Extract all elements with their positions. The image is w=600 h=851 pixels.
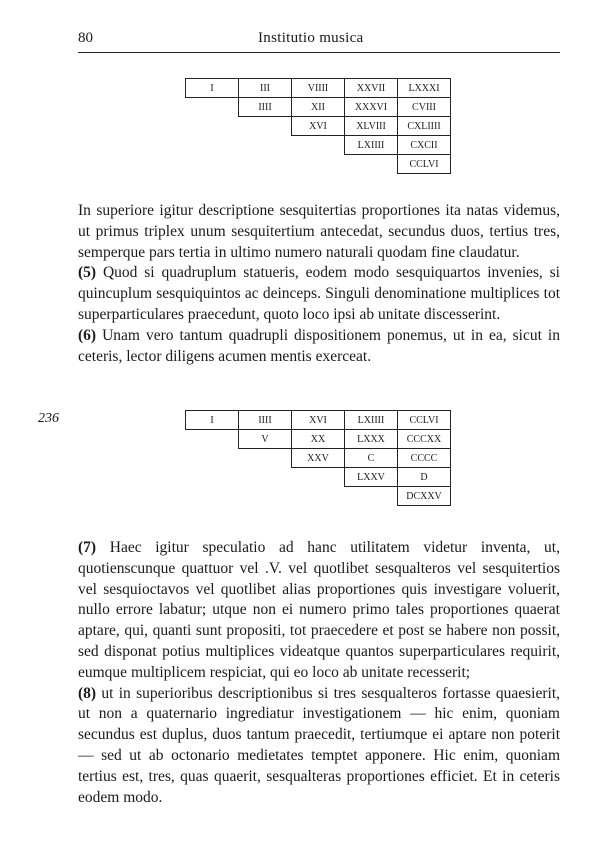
table-cell: CVIII	[398, 98, 451, 117]
table-row	[186, 430, 451, 449]
table-cell: XXVII	[345, 79, 398, 98]
table-row	[186, 487, 451, 506]
header-rule	[78, 52, 560, 53]
empty-cell	[186, 468, 239, 487]
empty-cell	[239, 449, 292, 468]
table-cell: C	[345, 449, 398, 468]
empty-cell	[239, 468, 292, 487]
empty-cell	[239, 117, 292, 136]
section-number-7: (7)	[78, 539, 97, 556]
table-row	[186, 136, 451, 155]
empty-cell	[186, 155, 239, 174]
table-cell: LXXXI	[398, 79, 451, 98]
empty-cell	[186, 117, 239, 136]
table-cell: LXXV	[345, 468, 398, 487]
section-number-8: (8)	[78, 684, 97, 702]
table-cell: D	[398, 468, 451, 487]
margin-reference-number: 236	[38, 411, 59, 426]
table-cell: IIII	[239, 411, 292, 430]
empty-cell	[186, 487, 239, 506]
paragraph-block-1	[78, 201, 560, 367]
table-row	[186, 98, 451, 117]
table-cell: DCXXV	[398, 487, 451, 506]
page-header	[78, 30, 560, 54]
empty-cell	[186, 430, 239, 449]
table-cell: V	[239, 430, 292, 449]
empty-cell	[239, 155, 292, 174]
section-8-text: ut in superioribus descriptionibus si tres sesqualteros fortasse quaesierit, ut non a quaternario ingrediatur investigationem — hic enim, quoniam secundus est duplus, duos tantum praecedit, tertiumque ei aptare non poterit — sed ut ab octonario medietates temptet apponere. Hic enim, quoniam tertius est, tres, quas quaerit, sesqualteras proportiones efficiet. Et in ceteris eodem modo.	[78, 684, 560, 806]
table-cell: XLVIII	[345, 117, 398, 136]
table-cell: CXCII	[398, 136, 451, 155]
section-6-text: Unam vero tantum quadrupli dispositionem ponemus, ut in ea, sicut in ceteris, lector diligens acumen mentis exerceat.	[78, 326, 560, 365]
table-cell: VIIII	[292, 79, 345, 98]
table-row	[186, 79, 451, 98]
table-cell: CCLVI	[398, 155, 451, 174]
table-row	[186, 411, 451, 430]
empty-cell	[239, 136, 292, 155]
table-cell: LXIIII	[345, 136, 398, 155]
paragraph-intro: In superiore igitur descriptione sesquitertias proportiones ita natas videmus, ut primus triplex unum sesquitertium antecedat, secundus duos, tertius tres, semperque pars tertia in ultimo numero naturali quodam fine claudatur.	[78, 202, 560, 261]
table-cell: XII	[292, 98, 345, 117]
empty-cell	[292, 136, 345, 155]
table-row	[186, 449, 451, 468]
table-row	[186, 155, 451, 174]
empty-cell	[345, 487, 398, 506]
table-cell: CCLVI	[398, 411, 451, 430]
numeral-table-quadruple	[185, 410, 451, 506]
empty-cell	[292, 155, 345, 174]
paragraph-block-2	[78, 538, 560, 808]
table-cell: XVI	[292, 411, 345, 430]
section-7-text: Haec igitur speculatio ad hanc utilitatem videtur inventa, ut, quotienscunque quattuor vel .V. vel quotlibet sesqualteros vel sesquitertios vel sesquioctavos vel quotlibet alias proportiones quis investigare voluerit, nullo errore labatur; utque non ei numero primo tales proportiones quaerat aptare, qui, quanti sunt propositi, tot praecedere et post se habere non possit, sed disponat potius multiplices videatque quantos superparticulares requirit, eumque multiplicem respiciat, qui eo loco ab unitate recesserit;	[78, 539, 560, 681]
empty-cell	[186, 136, 239, 155]
table-cell: LXXX	[345, 430, 398, 449]
table-cell: III	[239, 79, 292, 98]
table-row	[186, 468, 451, 487]
empty-cell	[345, 155, 398, 174]
empty-cell	[292, 487, 345, 506]
empty-cell	[186, 98, 239, 117]
section-number-5: (5)	[78, 264, 97, 282]
table-cell: XX	[292, 430, 345, 449]
table-row	[186, 117, 451, 136]
table-cell: I	[186, 79, 239, 98]
table-cell: CXLIIII	[398, 117, 451, 136]
table-cell: LXIIII	[345, 411, 398, 430]
empty-cell	[292, 468, 345, 487]
empty-cell	[186, 449, 239, 468]
table-cell: XXV	[292, 449, 345, 468]
numeral-table-triple	[185, 78, 451, 174]
page-number: 80	[78, 30, 93, 46]
empty-cell	[239, 487, 292, 506]
table-cell: CCCC	[398, 449, 451, 468]
section-5-text: Quod si quadruplum statueris, eodem modo sesquiquartos invenies, si quincuplum sesquiquintos ac deinceps. Singuli denominatione multiplices tot superparticulares praecedunt, quoto loco ipsi ab unitate discesserint.	[78, 264, 560, 323]
running-title: Institutio musica	[258, 30, 364, 46]
table-cell: XXXVI	[345, 98, 398, 117]
section-number-6: (6)	[78, 326, 97, 344]
table-cell: IIII	[239, 98, 292, 117]
table-cell: XVI	[292, 117, 345, 136]
table-cell: CCCXX	[398, 430, 451, 449]
table-cell: I	[186, 411, 239, 430]
